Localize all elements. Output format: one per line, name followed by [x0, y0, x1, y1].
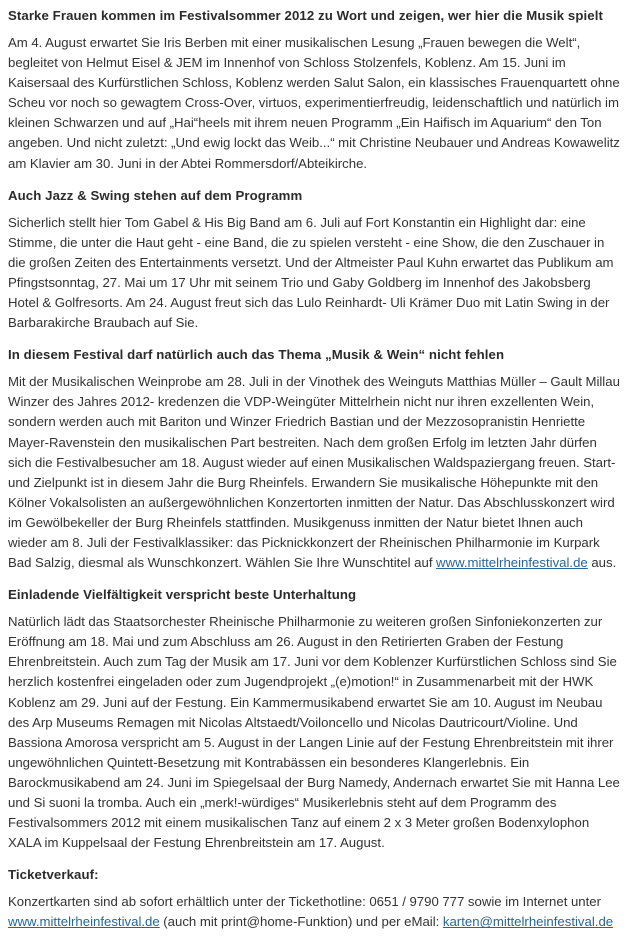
paragraph-vielfaeltigkeit: Natürlich lädt das Staatsorchester Rheinische Philharmonie zu weiteren großen Sinfoniekonzerten zur Eröffnung am 18. Mai und zum Abschluss am 26. August in den Retirierten Graben der Festung Ehrenbreitstein. Auch zum Tag der Musik am 17. Juni vor dem Koblenzer Kurfürstlichen Schloss sind Sie herzlich kostenfrei eingeladen oder zum Jugendprojekt „(e)motion!“ in Zusammenarbeit mit der HWK Koblenz am 29. Juni auf der Festung. Ein Kammermusikabend erwartet Sie am 10. August im Neubau des Arp Museums Remagen mit Nicolas Altstaedt/Voiloncello und Nicolas Dautricourt/Violine. Und Bassiona Amorosa verspricht am 5. August in der Langen Linie auf der Festung Ehrenbreitstein mit ihrer ungewöhnlichen Quintett-Besetzung mit Kontrabässen ein besonderes Klangerlebnis. Ein Barockmusikabend am 24. Juni im Spiegelsaal der Burg Namedy, Andernach erwartet Sie mit Hanna Lee und Si suoni la tromba. Auch ein „merk!-würdiges“ Musikerlebnis steht auf dem Programm des Festivalsommers 2012 mit einem musikalischen Tanz auf einem 2 x 3 Meter großen Bodenxylophon XALA im Kuppelsaal der Festung Ehrenbreitstein am 17. August. — [8, 614, 620, 851]
heading-vielfaeltigkeit: Einladende Vielfältigkeit verspricht beste Unterhaltung — [8, 587, 357, 603]
heading-ticketverkauf: Ticketverkauf: — [8, 867, 99, 883]
page-title: Starke Frauen kommen im Festivalsommer 2012 zu Wort und zeigen, wer hier die Musik spielt — [8, 8, 603, 23]
heading-jazz-swing: Auch Jazz & Swing stehen auf dem Programm — [8, 187, 303, 203]
paragraph-musik-und-wein-text-before-link: Mit der Musikalischen Weinprobe am 28. Juli in der Vinothek des Weinguts Matthias Müller – Gault Millau Winzer des Jahres 2012- kredenzen die VDP-Weingüter Mittelrhein nicht nur ihren exzellenten Wein, sondern werden auch mit Bariton und Winzer Friedrich Bastian und der Mezzosopranistin Henriette Mayer-Ravenstein den musikalischen Part bestreiten. Nach dem großen Erfolg im letzten Jahr dürfen sich die Festivalbesucher am 18. August wieder auf einen Musikalischen Waldspaziergang freuen. Start- und Zielpunkt ist in diesem Jahr die Burg Rheinfels. Erwandern Sie musikalische Höhepunkte mit den Kölner Vokalsolisten an außergewöhnlichen Konzertorten inmitten der Natur. Das Abschlusskonzert wird im Gewölbekeller der Burg Rheinfels stattfinden. Musikgenuss inmitten der Natur bietet Ihnen auch wieder am 8. Juli der Festivalklassiker: das Picknickkonzert der Rheinischen Philharmonie im Kurpark Bad Salzig, diesmal als Wunschkonzert. Wählen Sie Ihre Wunschtitel auf — [8, 374, 620, 571]
link-mittelrheinfestival-website-tickets[interactable]: www.mittelrheinfestival.de — [8, 914, 160, 930]
paragraph-frauen-festivalsommer: Am 4. August erwartet Sie Iris Berben mit einer musikalischen Lesung „Frauen bewegen die Welt“, begleitet von Helmut Eisel & JEM im Innenhof von Schloss Stolzenfels, Koblenz. Am 15. Juni im Kaisersaal des Kurfürstlichen Schloss, Koblenz werden Salut Salon, ein klassisches Frauenquartett ohne Scheu vor noch so gewagtem Cross-Over, virtuos, experimentierfreudig, leidenschaftlich und natürlich im kleinen Schwarzen und auf „Hai“heels mit ihrem neuen Programm „Ein Haifisch im Aquarium“ den Ton angeben. Und nicht zuletzt: „Und ewig lockt das Weib...“ mit Christine Neubauer und Andreas Kowawelitz am Klavier am 30. Juni in der Abtei Rommersdorf/Abteikirche. — [8, 35, 620, 171]
paragraph-jazz-swing: Sicherlich stellt hier Tom Gabel & His Big Band am 6. Juli auf Fort Konstantin ein Highlight dar: eine Stimme, die unter die Haut geht - eine Band, die zu spielen versteht - eine Show, die den Zuschauer in die großen Zeiten des Entertainments versetzt. Und der Altmeister Paul Kuhn erwartet das Publikum am Pfingstsonntag, 27. Mai um 17 Uhr mit seinem Trio und Gaby Goldberg im Innenhof des Jakobsberg Hotel & Golfresorts. Am 24. August freut sich das Lulo Reinhardt- Uli Krämer Duo mit Latin Swing in der Barbarakirche Braubach auf Sie. — [8, 214, 614, 331]
ticket-printathome-text: (auch mit print@home-Funktion) und per eMail: — [159, 914, 443, 930]
ticket-hotline-text: Konzertkarten sind ab sofort erhältlich unter der Tickethotline: 0651 / 9790 777 sowie im Internet unter — [8, 894, 602, 910]
link-mittelrheinfestival-website[interactable]: www.mittelrheinfestival.de — [436, 555, 588, 571]
link-karten-email[interactable]: karten@mittelrheinfestival.de — [442, 914, 614, 930]
paragraph-musik-und-wein — [8, 372, 620, 573]
paragraph-ticketverkauf — [8, 892, 620, 932]
paragraph-musik-und-wein-text-after-link: aus. — [587, 555, 617, 571]
heading-musik-und-wein: In diesem Festival darf natürlich auch das Thema „Musik & Wein“ nicht fehlen — [8, 347, 505, 363]
